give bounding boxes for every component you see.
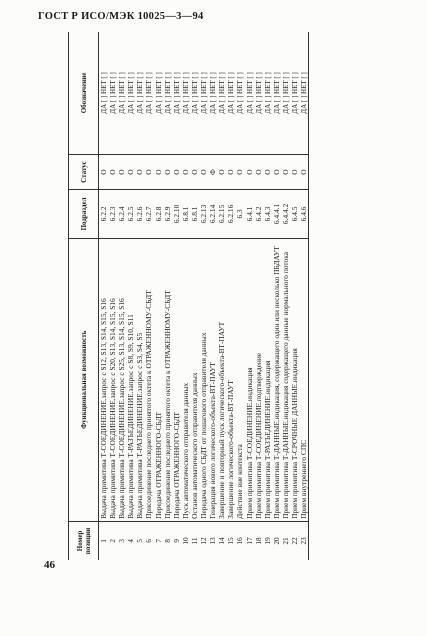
- table-row: [199, 32, 208, 560]
- cell-func: Прием примитива Т-СОЕДИНЕНИЕ.подтверждение: [254, 238, 263, 521]
- cell-designation: ДА [ ] НЕТ [ ]: [199, 32, 208, 154]
- cell-designation: ДА [ ] НЕТ [ ]: [272, 32, 281, 154]
- cell-func: Завершение логического-объекта-ВТ-ПАУТ: [226, 238, 235, 521]
- cell-sub: 6.4.5: [290, 190, 299, 238]
- table-row: [172, 32, 181, 560]
- cell-status: О: [272, 154, 281, 189]
- cell-status: О: [199, 154, 208, 189]
- cell-func: Передача одного СБДТ от пошагового отправителя данных: [199, 238, 208, 521]
- column-header-num: Номер позиции: [69, 521, 99, 560]
- cell-func: Присоединение последнего принятого октета к ОТРАЖЕННОМУ-СБДТ: [144, 238, 153, 521]
- cell-sub: 6.4.1: [245, 190, 254, 238]
- cell-sub: 6.8.1: [181, 190, 190, 238]
- cell-sub: 6.2.15: [217, 190, 226, 238]
- table-row: [117, 32, 126, 560]
- cell-sub: 6.2.9: [163, 190, 172, 238]
- cell-status: О: [108, 154, 117, 189]
- column-header-func: Функциональная возможность: [69, 238, 99, 521]
- cell-status: О: [172, 154, 181, 189]
- cell-func: Выдача примитива Т-РАЗЪЕДИНЕНИЕ.запрос с S8, S9, S10, S11: [126, 238, 135, 521]
- cell-func: Прием примитива Т-СОЕДИНЕНИЕ.индикация: [245, 238, 254, 521]
- cell-designation: ДА [ ] НЕТ [ ]: [99, 32, 109, 154]
- cell-sub: 6.2.16: [226, 190, 235, 238]
- table-row: [217, 32, 226, 560]
- table-header-row: [69, 32, 99, 560]
- cell-status: О: [163, 154, 172, 189]
- cell-sub: 6.4.3: [263, 190, 272, 238]
- cell-num: 22: [289, 537, 299, 545]
- cell-sub: 6.2.14: [208, 190, 217, 238]
- column-header-sub: Подраздел: [69, 190, 99, 238]
- cell-num: 1: [99, 539, 108, 543]
- cell-func: Выдача примитива Т-СОЕДИНЕНИЕ.запрос с S20, S13, S14, S15, S16: [108, 238, 117, 521]
- cell-sub: 6.2.7: [144, 190, 153, 238]
- cell-sub: 6.4.6: [299, 190, 309, 238]
- cell-status: О: [254, 154, 263, 189]
- table-row: [108, 32, 117, 560]
- cell-func: Передача ОТРАЖЕННОГО-СБДТ: [154, 238, 163, 521]
- cell-status: О: [181, 154, 190, 189]
- cell-num: 4: [126, 539, 136, 543]
- page-number: 46: [44, 559, 55, 571]
- cell-sub: 6.4.2: [254, 190, 263, 238]
- cell-num: 5: [135, 539, 145, 543]
- cell-status: О: [281, 154, 290, 189]
- cell-sub: 6.8.1: [190, 190, 199, 238]
- cell-sub: 6.4.4.2: [281, 190, 290, 238]
- capability-table: [68, 32, 309, 560]
- table-row: [163, 32, 172, 560]
- column-header-designation: Обозначение: [69, 32, 99, 154]
- table-row: [245, 32, 254, 560]
- cell-status: О: [263, 154, 272, 189]
- table-row: [135, 32, 144, 560]
- cell-designation: ДА [ ] НЕТ [ ]: [144, 32, 153, 154]
- cell-func: Выдача примитива Т-СОЕДИНЕНИЕ.запрос с S12, S13, S14, S15, S16: [99, 238, 109, 521]
- cell-sub: 6.2.2: [99, 190, 109, 238]
- cell-designation: ДА [ ] НЕТ [ ]: [172, 32, 181, 154]
- table-row: [99, 32, 109, 560]
- cell-num: 7: [153, 539, 163, 543]
- cell-num: 9: [171, 539, 181, 543]
- table-row: [281, 32, 290, 560]
- cell-func: Передача ОТРАЖЕННОГО-СБДТ: [172, 238, 181, 521]
- table-row: [263, 32, 272, 560]
- cell-num: 23: [299, 521, 309, 560]
- cell-status: О: [135, 154, 144, 189]
- cell-designation: ДА [ ] НЕТ [ ]: [245, 32, 254, 154]
- cell-num: 13: [208, 537, 218, 545]
- cell-sub: 6.2.5: [126, 190, 135, 238]
- cell-designation: ДА [ ] НЕТ [ ]: [126, 32, 135, 154]
- cell-status: О: [245, 154, 254, 189]
- cell-designation: ДА [ ] НЕТ [ ]: [163, 32, 172, 154]
- cell-status: О: [226, 154, 235, 189]
- table-row: [299, 32, 309, 560]
- cell-status: О: [235, 154, 244, 189]
- cell-func: Завершение и повторный пуск логического-объекта-ВТ-ПАУТ: [217, 238, 226, 521]
- cell-designation: ДА [ ] НЕТ [ ]: [226, 32, 235, 154]
- table-row: [154, 32, 163, 560]
- table-row: [290, 32, 299, 560]
- table-body: [99, 32, 309, 560]
- cell-sub: 6.3: [235, 190, 244, 238]
- cell-func: Прием примитива Т-ДАННЫЕ.индикация, содержащего один или несколько ПБДАУТ: [272, 238, 281, 521]
- table-row: [254, 32, 263, 560]
- cell-num: 18: [253, 537, 263, 545]
- cell-sub: 6.2.3: [108, 190, 117, 238]
- cell-designation: ДА [ ] НЕТ [ ]: [108, 32, 117, 154]
- cell-func: Прием примитива Т-РАЗЪЕДИНЕНИЕ.индикация: [263, 238, 272, 521]
- cell-num: 2: [108, 539, 118, 543]
- cell-func: Выдача примитива Т-РАЗЪЕДИНЕНИЕ.запрос с S3, S4, S5: [135, 238, 144, 521]
- cell-designation: ДА [ ] НЕТ [ ]: [135, 32, 144, 154]
- cell-status: О: [126, 154, 135, 189]
- cell-num: 20: [271, 537, 281, 545]
- cell-status: Ф: [208, 154, 217, 189]
- cell-sub: 6.2.13: [199, 190, 208, 238]
- cell-num: 21: [280, 537, 290, 545]
- cell-status: О: [154, 154, 163, 189]
- cell-status: О: [117, 154, 126, 189]
- cell-func: Останов автоматического отправителя данных: [190, 238, 199, 521]
- rotated-table-area: [68, 32, 401, 560]
- cell-designation: ДА [ ] НЕТ [ ]: [117, 32, 126, 154]
- cell-designation: ДА [ ] НЕТ [ ]: [263, 32, 272, 154]
- cell-num: 15: [226, 537, 236, 545]
- cell-status: О: [190, 154, 199, 189]
- cell-num: 8: [162, 539, 172, 543]
- cell-func: Пуск автоматического отправителя данных: [181, 238, 190, 521]
- cell-num: 10: [180, 537, 190, 545]
- column-header-status: Статус: [69, 154, 99, 189]
- table-row: [181, 32, 190, 560]
- cell-designation: ДА [ ] НЕТ [ ]: [254, 32, 263, 154]
- cell-designation: ДА [ ] НЕТ [ ]: [190, 32, 199, 154]
- cell-designation: ДА [ ] НЕТ [ ]: [281, 32, 290, 154]
- cell-func: Прием примитива Т-СРОЧНЫЕ ДАННЫЕ.индикация: [290, 238, 299, 521]
- cell-func: Генерация нового логического-объекта-ВТ-ПАУТ: [208, 238, 217, 521]
- cell-func: Присоединение последнего принятого октета к ОТРАЖЕННОМУ-СБДТ: [163, 238, 172, 521]
- table-row: [126, 32, 135, 560]
- cell-designation: ДА [ ] НЕТ [ ]: [208, 32, 217, 154]
- cell-status: О: [217, 154, 226, 189]
- cell-designation: ДА [ ] НЕТ [ ]: [299, 32, 309, 154]
- cell-status: О: [290, 154, 299, 189]
- cell-func: Прием внутреннего СПС: [299, 238, 309, 521]
- cell-func: Выдача примитива Т-СОЕДИНЕНИЕ.запрос с S25, S13, S14, S15, S16: [117, 238, 126, 521]
- cell-status: О: [144, 154, 153, 189]
- cell-designation: ДА [ ] НЕТ [ ]: [217, 32, 226, 154]
- cell-sub: 6.2.8: [154, 190, 163, 238]
- table-row: [226, 32, 235, 560]
- cell-designation: ДА [ ] НЕТ [ ]: [181, 32, 190, 154]
- cell-status: О: [299, 154, 309, 189]
- cell-designation: ДА [ ] НЕТ [ ]: [235, 32, 244, 154]
- cell-func: Прием примитива Т-ДАННЫЕ.индикация содержащего данные нормального потока: [281, 238, 290, 521]
- cell-designation: ДА [ ] НЕТ [ ]: [290, 32, 299, 154]
- cell-status: О: [99, 154, 109, 189]
- cell-func: Действие вне контекста: [235, 238, 244, 521]
- cell-num: 16: [235, 537, 245, 545]
- table-row: [190, 32, 199, 560]
- cell-sub: 6.2.10: [172, 190, 181, 238]
- cell-num: 17: [244, 537, 254, 545]
- cell-num: 12: [199, 537, 209, 545]
- document-header: ГОСТ Р ИСО/МЭК 10025—3—94: [38, 11, 204, 22]
- cell-sub: 6.2.4: [117, 190, 126, 238]
- table-row: [144, 32, 153, 560]
- cell-num: 11: [189, 537, 199, 545]
- cell-sub: 6.2.6: [135, 190, 144, 238]
- table-row: [235, 32, 244, 560]
- cell-num: 19: [262, 537, 272, 545]
- cell-designation: ДА [ ] НЕТ [ ]: [154, 32, 163, 154]
- table-row: [272, 32, 281, 560]
- cell-num: 14: [217, 537, 227, 545]
- cell-sub: 6.4.4.1: [272, 190, 281, 238]
- cell-num: 3: [117, 539, 127, 543]
- cell-num: 6: [144, 539, 154, 543]
- table-row: [208, 32, 217, 560]
